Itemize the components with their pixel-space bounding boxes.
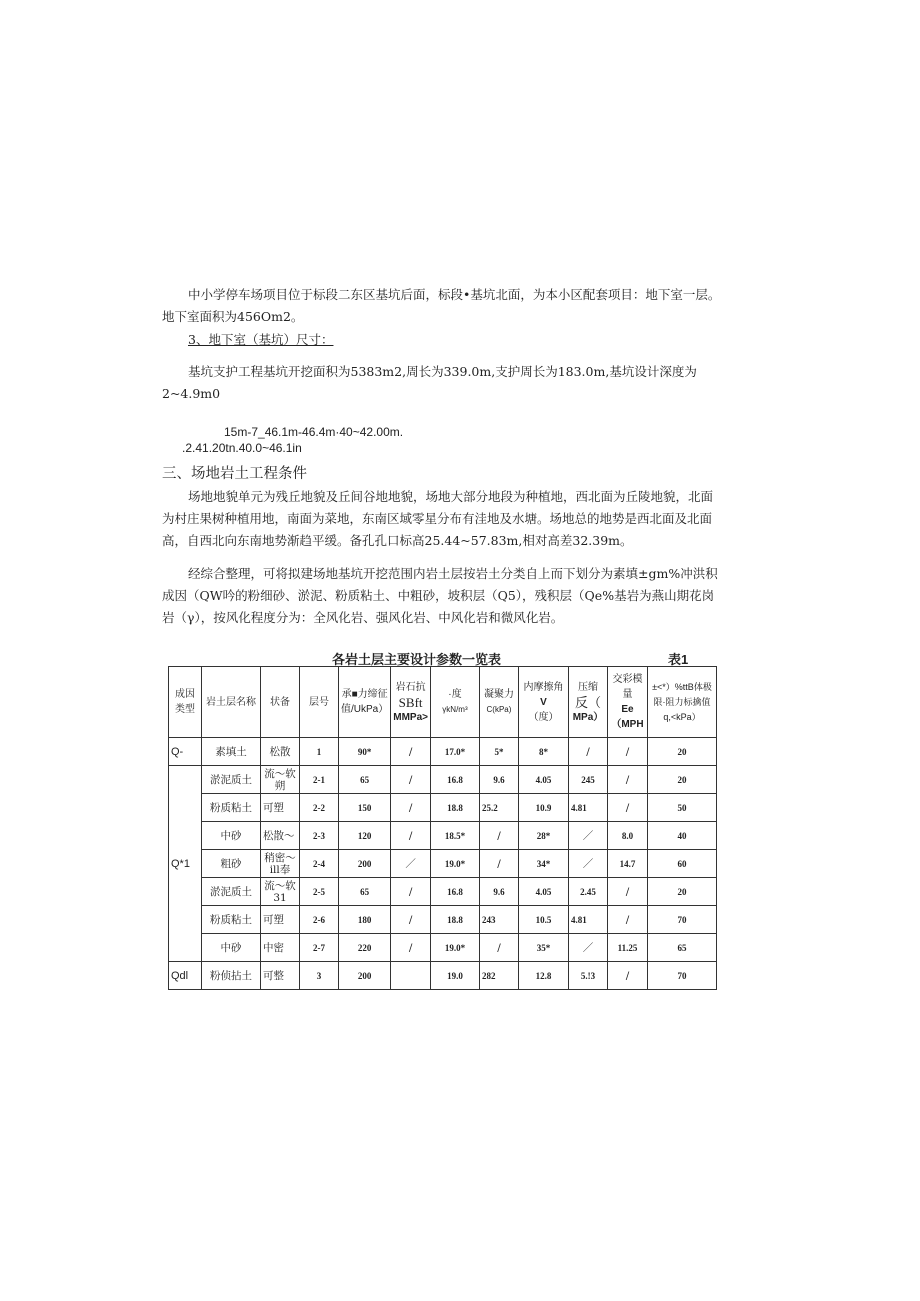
- cell-modulus: /: [607, 878, 647, 906]
- cell-pile: 70: [647, 906, 716, 934]
- cell-cohesion: 9.6: [479, 878, 518, 906]
- cell-rock: /: [391, 822, 431, 850]
- cell-state: 流～软31: [261, 878, 300, 906]
- cell-layer: 2-3: [300, 822, 339, 850]
- header-origin-type: 成因类型: [169, 667, 202, 738]
- header-modulus: [607, 667, 647, 738]
- geo-p2-line-3: 岩（γ），按风化程度分为：全风化岩、强风化岩、中风化岩和微风化岩。: [162, 610, 564, 625]
- cell-rock: [391, 962, 431, 990]
- header-soil-name: 岩土层名称: [202, 667, 261, 738]
- cell-density: 17.0*: [430, 738, 479, 766]
- cell-state: 可塑: [261, 906, 300, 934]
- cell-layer: 2-5: [300, 878, 339, 906]
- header-cohesion: [479, 667, 518, 738]
- cell-bearing: 180: [339, 906, 391, 934]
- cell-modulus: /: [607, 738, 647, 766]
- header-friction-2: V: [540, 696, 547, 708]
- cell-soil-name: 粉侦拈土: [202, 962, 261, 990]
- cell-bearing: 220: [339, 934, 391, 962]
- cell-cohesion: 5*: [479, 738, 518, 766]
- header-layer-no: 层号: [300, 667, 339, 738]
- cell-layer: 1: [300, 738, 339, 766]
- cell-bearing: 120: [339, 822, 391, 850]
- table-row: [169, 794, 717, 822]
- cell-soil-name: 粉质粘土: [202, 906, 261, 934]
- cell-rock: /: [391, 906, 431, 934]
- section-3-body-line-2: 2~4.9m0: [162, 386, 221, 401]
- intro-line-2: 地下室面积为456Om2。: [162, 309, 304, 324]
- cell-state: 稍密～ill奉: [261, 850, 300, 878]
- header-rock-strength: [391, 667, 431, 738]
- cell-pile: 60: [647, 850, 716, 878]
- cell-density: 19.0*: [430, 934, 479, 962]
- table-row: [169, 850, 717, 878]
- header-density: [430, 667, 479, 738]
- cell-friction: 8*: [518, 738, 568, 766]
- geo-p1-line-3: 高，自西北向东南地势渐趋平缓。备孔孔口标高25.44~57.83m,相对高差32.39m。: [162, 533, 633, 548]
- cell-modulus: 11.25: [607, 934, 647, 962]
- cell-density: 18.8: [430, 906, 479, 934]
- cell-state: 松散: [261, 738, 300, 766]
- cell-compression: 2.45: [568, 878, 607, 906]
- cell-layer: 3: [300, 962, 339, 990]
- cell-layer: 2-4: [300, 850, 339, 878]
- cell-rock: /: [391, 878, 431, 906]
- cell-compression: 5.!3: [568, 962, 607, 990]
- cell-cohesion: 282: [479, 962, 518, 990]
- header-density-1: ·度: [448, 689, 462, 700]
- cell-compression: ／: [568, 822, 607, 850]
- cell-compression: 245: [568, 766, 607, 794]
- header-friction-angle: [518, 667, 568, 738]
- cell-friction: 4.05: [518, 878, 568, 906]
- header-pile-1: ±<*）%ttB体极限·阻力标擒值: [652, 681, 712, 707]
- cell-bearing: 200: [339, 962, 391, 990]
- cell-soil-name: 淤泥质土: [202, 766, 261, 794]
- cell-modulus: /: [607, 906, 647, 934]
- geo-p2-line-1: 经综合整理，可将拟建场地基坑开挖范围内岩土层按岩土分类自上而下划分为素填±gm%冲洪积: [188, 566, 718, 581]
- table-header-row: [169, 667, 717, 738]
- note-line-1: 15m-7_46.1m-46.4m·40~42.00m.: [224, 425, 404, 439]
- section-3-body-line-1: 基坑支护工程基坑开挖面积为5383m2,周长为339.0m,支护周长为183.0m,基坑设计深度为: [188, 364, 697, 379]
- table-row: [169, 738, 717, 766]
- cell-soil-name: 粉质粘土: [202, 794, 261, 822]
- cell-state: 流～软朔: [261, 766, 300, 794]
- cell-soil-name: 中砂: [202, 822, 261, 850]
- cell-friction: 4.05: [518, 766, 568, 794]
- cell-state: 可整: [261, 962, 300, 990]
- header-pile-2: q,<kPa）: [663, 711, 701, 722]
- table-row: [169, 906, 717, 934]
- geo-p2-line-2: 成因（QW吟的粉细砂、淤泥、粉质粘土、中粗砂，坡积层（Q5），残积层（Qe%基岩为燕山期花岗: [162, 588, 715, 603]
- cell-bearing: 90*: [339, 738, 391, 766]
- cell-cohesion: /: [479, 934, 518, 962]
- header-bearing-capacity: 承■力缔征 值/UkPa）: [339, 667, 391, 738]
- section-geo-title: 三、场地岩土工程条件: [162, 466, 307, 482]
- cell-soil-name: 素填土: [202, 738, 261, 766]
- header-density-2: γkN/m³: [442, 705, 468, 714]
- cell-friction: 28*: [518, 822, 568, 850]
- cell-cohesion: 25.2: [479, 794, 518, 822]
- cell-friction: 34*: [518, 850, 568, 878]
- header-compression-3: MPa）: [572, 711, 604, 723]
- cell-pile: 70: [647, 962, 716, 990]
- header-cohesion-1: 凝聚力: [483, 689, 514, 700]
- cell-pile: 65: [647, 934, 716, 962]
- cell-soil-name: 中砂: [202, 934, 261, 962]
- cell-compression: ／: [568, 850, 607, 878]
- cell-cohesion: 243: [479, 906, 518, 934]
- cell-state: 中密: [261, 934, 300, 962]
- header-compression-1: 压缩: [577, 681, 598, 693]
- table-row: [169, 766, 717, 794]
- cell-compression: ／: [568, 934, 607, 962]
- section-3-body: [162, 361, 722, 405]
- cell-pile: 20: [647, 738, 716, 766]
- section-3-heading: [188, 329, 748, 351]
- cell-pile: 20: [647, 766, 716, 794]
- header-friction-3: （度）: [528, 711, 559, 723]
- cell-cohesion: /: [479, 822, 518, 850]
- cell-friction: 35*: [518, 934, 568, 962]
- note-line-2: .2.41.20tn.40.0~46.1in: [182, 441, 302, 455]
- header-friction-1: 内摩擦角: [523, 681, 564, 693]
- table-caption: 各岩土层主要设计参数一览表: [332, 652, 502, 667]
- cell-density: 18.5*: [430, 822, 479, 850]
- cell-soil-name: 淤泥质土: [202, 878, 261, 906]
- origin-group-q2: Q*1: [169, 766, 202, 962]
- table-row: [169, 822, 717, 850]
- cell-state: 可塑: [261, 794, 300, 822]
- header-compression: [568, 667, 607, 738]
- cell-layer: 2-2: [300, 794, 339, 822]
- header-modulus-2: Ee: [621, 704, 634, 715]
- cell-rock: /: [391, 738, 431, 766]
- cell-rock: /: [391, 794, 431, 822]
- header-cohesion-2: C(kPa): [486, 705, 512, 714]
- cell-compression: /: [568, 738, 607, 766]
- header-pile-resistance: [647, 667, 716, 738]
- header-modulus-1: 交彩模量: [612, 674, 643, 700]
- cell-rock: /: [391, 766, 431, 794]
- geo-paragraph-2: [162, 563, 722, 629]
- origin-group-q1: Q-: [169, 738, 202, 766]
- cell-cohesion: /: [479, 850, 518, 878]
- cell-state: 松散～: [261, 822, 300, 850]
- cell-modulus: 14.7: [607, 850, 647, 878]
- header-modulus-3: （MPH: [611, 719, 644, 730]
- geo-paragraph-1: [162, 486, 722, 552]
- section-3-notes: [182, 424, 742, 456]
- header-rock-strength-2: SBft: [398, 694, 423, 710]
- table-row: [169, 934, 717, 962]
- geo-p1-line-2: 为村庄果树种植用地，南面为菜地，东南区域零星分布有洼地及水塘。场地总的地势是西北面及北面: [162, 511, 713, 526]
- cell-density: 18.8: [430, 794, 479, 822]
- header-rock-strength-1: 岩石抗: [395, 681, 426, 693]
- cell-modulus: 8.0: [607, 822, 647, 850]
- section-3-title: 3、地下室（基坑）尺寸：: [188, 332, 334, 347]
- cell-modulus: /: [607, 794, 647, 822]
- cell-friction: 12.8: [518, 962, 568, 990]
- cell-bearing: 150: [339, 794, 391, 822]
- cell-modulus: /: [607, 962, 647, 990]
- table-row: [169, 962, 717, 990]
- table-number: 表1: [668, 652, 689, 667]
- cell-bearing: 200: [339, 850, 391, 878]
- cell-bearing: 65: [339, 766, 391, 794]
- cell-layer: 2-6: [300, 906, 339, 934]
- cell-pile: 20: [647, 878, 716, 906]
- cell-compression: 4.81: [568, 906, 607, 934]
- cell-layer: 2-7: [300, 934, 339, 962]
- cell-soil-name: 粗砂: [202, 850, 261, 878]
- cell-density: 16.8: [430, 766, 479, 794]
- soil-parameters-table: [168, 666, 717, 990]
- cell-friction: 10.5: [518, 906, 568, 934]
- cell-layer: 2-1: [300, 766, 339, 794]
- cell-friction: 10.9: [518, 794, 568, 822]
- cell-density: 19.0: [430, 962, 479, 990]
- origin-group-q3: Qdl: [169, 962, 202, 990]
- header-state: 状备: [261, 667, 300, 738]
- cell-rock: ／: [391, 850, 431, 878]
- intro-line-1: 中小学停车场项目位于标段二东区基坑后面，标段•基坑北面，为本小区配套项目：地下室一层。: [188, 287, 721, 302]
- geo-p1-line-1: 场地地貌单元为残丘地貌及丘间谷地地貌，场地大部分地段为种植地，西北面为丘陵地貌，北面: [188, 489, 714, 504]
- table-row: [169, 878, 717, 906]
- header-compression-2: 反（: [574, 694, 601, 710]
- header-rock-strength-3: MMPa>: [393, 711, 428, 723]
- cell-rock: /: [391, 934, 431, 962]
- cell-compression: 4.81: [568, 794, 607, 822]
- cell-density: 16.8: [430, 878, 479, 906]
- cell-modulus: /: [607, 766, 647, 794]
- intro-paragraph: [162, 284, 722, 328]
- cell-pile: 40: [647, 822, 716, 850]
- cell-pile: 50: [647, 794, 716, 822]
- cell-cohesion: 9.6: [479, 766, 518, 794]
- cell-density: 19.0*: [430, 850, 479, 878]
- cell-bearing: 65: [339, 878, 391, 906]
